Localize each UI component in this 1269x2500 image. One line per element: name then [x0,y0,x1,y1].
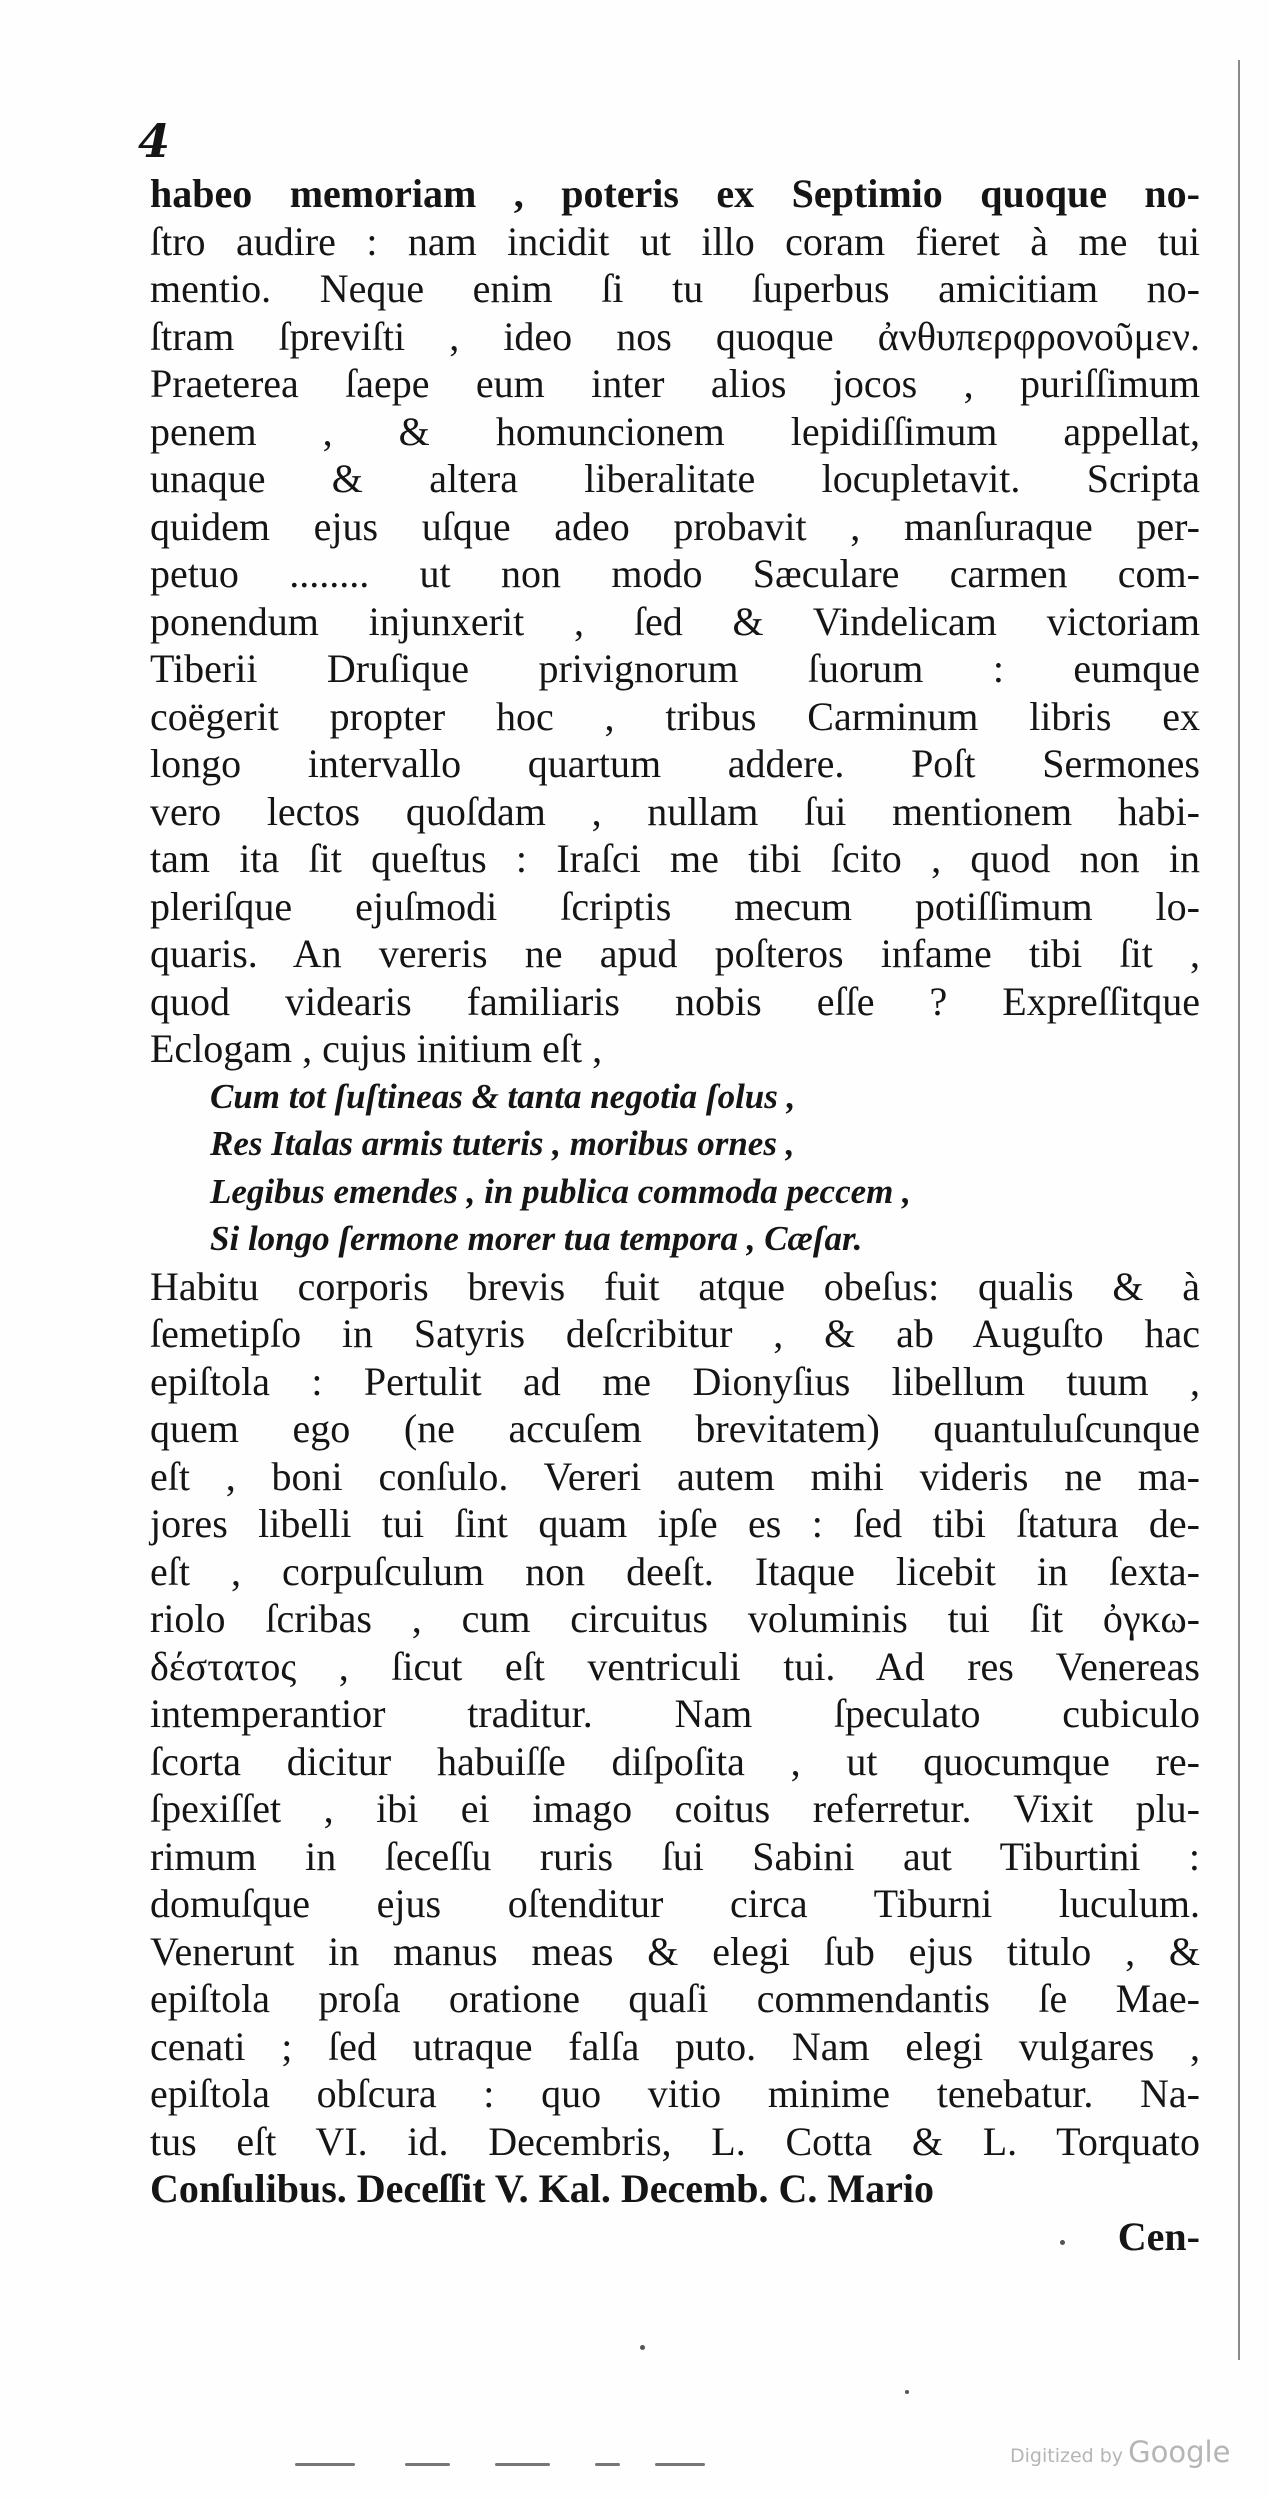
text-line: quaris. An vereris ne apud poſteros infame tibi ſit , [150,931,1200,976]
text-line: ſpexiſſet , ibi ei imago coitus referretur. Vixit plu- [150,1786,1200,1831]
text-line: intemperantior traditur. Nam ſpeculato cubiculo [150,1691,1200,1736]
text-line: Venerunt in manus meas & elegi ſub ejus titulo , & [150,1928,1200,1974]
catchword: Cen- [1117,2213,1200,2259]
verse-line: Si longo ſermone morer tua tempora , Cæſar. [210,1219,863,1258]
text-line: ſemetipſo in Satyris deſcribitur , & ab Auguſto hac [150,1311,1200,1356]
verse-line: Cum tot ſuſtineas & tanta negotia ſolus , [210,1076,796,1116]
text-line: ſtram ſpreviſti , ideo nos quoque ἀνθυπερφρονοῦμεν. [150,313,1200,359]
text-line: Praeterea ſaepe eum inter alios jocos , puriſſimum [150,361,1200,406]
digitized-by-label: Digitized by [1010,2445,1124,2467]
text-line: eſt , boni conſulo. Vereri autem mihi videris ne ma- [150,1453,1200,1499]
text-line: cenati ; ſed utraque falſa puto. Nam elegi vulgares , [150,2023,1200,2069]
text-block [150,170,1200,2260]
text-line: tus eſt VI. id. Decembris, L. Cotta & L. Torquato [150,2118,1200,2164]
google-wordmark: Google [1128,2435,1231,2469]
text-line: vero lectos quoſdam , nullam ſui mentionem habi- [150,788,1200,834]
text-line: pleriſque ejuſmodi ſcriptis mecum potiſſimum lo- [150,883,1200,929]
text-line: quod videaris familiaris nobis eſſe ? Expreſſitque [150,978,1200,1024]
text-line: mentio. Neque enim ſi tu ſuperbus amicitiam no- [150,266,1200,311]
ink-speck [905,2390,909,2394]
text-line: riolo ſcribas , cum circuitus voluminis tui ſit ὀγκω- [150,1596,1200,1641]
text-line: quidem ejus uſque adeo probavit , manſuraque per- [150,503,1200,549]
text-line: epiſtola obſcura : quo vitio minime tenebatur. Na- [150,2071,1200,2116]
text-line: δέστατος , ſicut eſt ventriculi tui. Ad res Venereas [150,1643,1200,1689]
text-line: petuo ........ ut non modo Sæculare carmen com- [150,551,1200,596]
text-line: epiſtola proſa oratione quaſi commendantis ſe Mae- [150,1976,1200,2021]
text-line: Conſulibus. Deceſſit V. Kal. Decemb. C. Mario [150,2166,935,2211]
verse-line: Legibus emendes , in publica commoda peccem , [210,1171,911,1211]
text-line: penem , & homuncionem lepidiſſimum appellat, [150,408,1200,454]
text-line: habeo memoriam , poteris ex Septimio quoque no- [150,171,1200,216]
ink-speck [1060,2240,1065,2245]
text-line: rimum in ſeceſſu ruris ſui Sabini aut Tiburtini : [150,1833,1200,1879]
text-line: Tiberii Druſique privignorum ſuorum : eumque [150,646,1200,691]
page-edge-rule [1238,60,1240,2360]
verse-line: Res Italas armis tuteris , moribus ornes , [210,1124,795,1163]
text-line: longo intervallo quartum addere. Poſt Sermones [150,741,1200,786]
text-line: coëgerit propter hoc , tribus Carminum libris ex [150,693,1200,739]
digitized-by-google-credit [1010,2435,1230,2469]
text-line: ſcorta dicitur habuiſſe diſpoſita , ut quocumque re- [150,1738,1200,1784]
text-line: epiſtola : Pertulit ad me Dionyſius libellum tuum , [150,1358,1200,1404]
footer-scan-marks [295,2463,715,2469]
text-line: quem ego (ne accuſem brevitatem) quantuluſcunque [150,1406,1200,1451]
text-line: jores libelli tui ſint quam ipſe es : ſed tibi ſtatura de- [150,1501,1200,1546]
ink-speck [640,2345,645,2350]
text-line: eſt , corpuſculum non deeſt. Itaque licebit in ſexta- [150,1548,1200,1594]
text-line: unaque & altera liberalitate locupletavit. Scripta [150,456,1200,501]
text-line: Habitu corporis brevis fuit atque obeſus: qualis & à [150,1263,1200,1309]
text-line: tam ita ſit queſtus : Iraſci me tibi ſcito , quod non in [150,836,1200,881]
text-line: ſtro audire : nam incidit ut illo coram fieret à me tui [150,218,1200,264]
text-line: domuſque ejus oſtenditur circa Tiburni luculum. [150,1881,1200,1926]
text-line: Eclogam , cujus initium eſt , [150,1026,603,1071]
text-line: ponendum injunxerit , ſed & Vindelicam victoriam [150,598,1200,644]
page-number: 4 [138,114,171,168]
